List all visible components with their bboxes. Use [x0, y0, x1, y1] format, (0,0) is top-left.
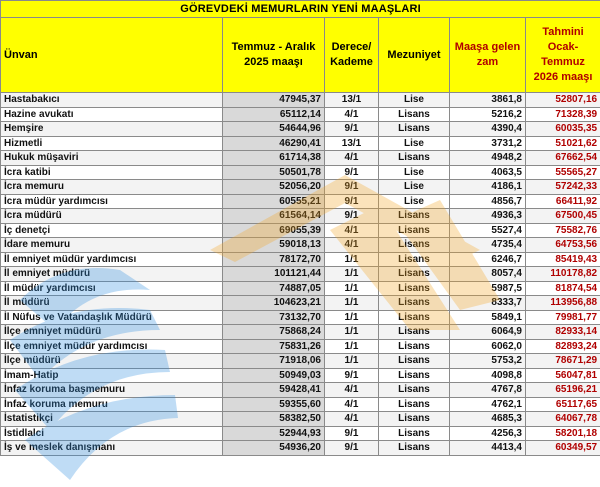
cell-old-salary: 46290,41 — [223, 136, 325, 151]
table-row — [1, 151, 600, 166]
cell-new-salary: 67500,45 — [526, 209, 600, 224]
cell-grade: 4/1 — [325, 107, 379, 122]
cell-new-salary: 82893,24 — [526, 339, 600, 354]
cell-increase: 4948,2 — [450, 151, 526, 166]
cell-education: Lisans — [379, 252, 450, 267]
cell-unvan: İnfaz koruma memuru — [1, 397, 223, 412]
cell-increase: 3731,2 — [450, 136, 526, 151]
table-row — [1, 325, 600, 340]
cell-grade: 1/1 — [325, 339, 379, 354]
cell-unvan: Hemşire — [1, 122, 223, 137]
cell-grade: 9/1 — [325, 165, 379, 180]
cell-unvan: İlçe emniyet müdürü — [1, 325, 223, 340]
cell-grade: 1/1 — [325, 252, 379, 267]
cell-grade: 1/1 — [325, 267, 379, 282]
cell-grade: 4/1 — [325, 383, 379, 398]
table-row — [1, 383, 600, 398]
cell-new-salary: 51021,62 — [526, 136, 600, 151]
cell-old-salary: 50501,78 — [223, 165, 325, 180]
cell-grade: 9/1 — [325, 180, 379, 195]
cell-education: Lisans — [379, 209, 450, 224]
cell-grade: 9/1 — [325, 426, 379, 441]
cell-increase: 4063,5 — [450, 165, 526, 180]
cell-unvan: İcra müdürü — [1, 209, 223, 224]
cell-old-salary: 52944,93 — [223, 426, 325, 441]
cell-new-salary: 78671,29 — [526, 354, 600, 369]
cell-unvan: İl müdürü — [1, 296, 223, 311]
cell-old-salary: 75868,24 — [223, 325, 325, 340]
header-row — [1, 18, 600, 93]
cell-education: Lise — [379, 180, 450, 195]
cell-education: Lisans — [379, 368, 450, 383]
cell-education: Lisans — [379, 281, 450, 296]
table-row — [1, 296, 600, 311]
cell-unvan: Hizmetli — [1, 136, 223, 151]
cell-increase: 4936,3 — [450, 209, 526, 224]
cell-increase: 4186,1 — [450, 180, 526, 195]
cell-old-salary: 61714,38 — [223, 151, 325, 166]
cell-increase: 4413,4 — [450, 441, 526, 456]
cell-unvan: Hukuk müşaviri — [1, 151, 223, 166]
header-old-salary: Temmuz - Aralık 2025 maaşı — [223, 18, 325, 93]
cell-education: Lisans — [379, 441, 450, 456]
cell-grade: 1/1 — [325, 354, 379, 369]
cell-education: Lisans — [379, 325, 450, 340]
cell-increase: 5753,2 — [450, 354, 526, 369]
table-row — [1, 267, 600, 282]
table-row — [1, 238, 600, 253]
cell-grade: 4/1 — [325, 223, 379, 238]
table-title: GÖREVDEKİ MEMURLARIN YENİ MAAŞLARI — [1, 1, 600, 18]
cell-increase: 8057,4 — [450, 267, 526, 282]
header-grade: Derece/ Kademe — [325, 18, 379, 93]
cell-increase: 4762,1 — [450, 397, 526, 412]
cell-new-salary: 67662,54 — [526, 151, 600, 166]
cell-education: Lise — [379, 93, 450, 108]
cell-grade: 9/1 — [325, 368, 379, 383]
cell-education: Lisans — [379, 397, 450, 412]
cell-grade: 4/1 — [325, 238, 379, 253]
cell-grade: 13/1 — [325, 136, 379, 151]
table-row — [1, 136, 600, 151]
cell-grade: 1/1 — [325, 310, 379, 325]
table-row — [1, 281, 600, 296]
cell-new-salary: 58201,18 — [526, 426, 600, 441]
cell-old-salary: 65112,14 — [223, 107, 325, 122]
cell-old-salary: 61564,14 — [223, 209, 325, 224]
cell-grade: 9/1 — [325, 209, 379, 224]
title-row — [1, 1, 600, 18]
table-row — [1, 107, 600, 122]
cell-unvan: Hazine avukatı — [1, 107, 223, 122]
cell-education: Lise — [379, 136, 450, 151]
cell-education: Lisans — [379, 267, 450, 282]
cell-new-salary: 75582,76 — [526, 223, 600, 238]
cell-old-salary: 73132,70 — [223, 310, 325, 325]
cell-new-salary: 66411,92 — [526, 194, 600, 209]
cell-education: Lisans — [379, 412, 450, 427]
cell-increase: 4256,3 — [450, 426, 526, 441]
cell-increase: 4098,8 — [450, 368, 526, 383]
table-row — [1, 194, 600, 209]
cell-education: Lise — [379, 194, 450, 209]
cell-grade: 4/1 — [325, 397, 379, 412]
cell-unvan: İl emniyet müdürü — [1, 267, 223, 282]
table-row — [1, 209, 600, 224]
cell-increase: 4735,4 — [450, 238, 526, 253]
table-row — [1, 412, 600, 427]
cell-new-salary: 81874,54 — [526, 281, 600, 296]
cell-old-salary: 71918,06 — [223, 354, 325, 369]
cell-new-salary: 57242,33 — [526, 180, 600, 195]
cell-old-salary: 52056,20 — [223, 180, 325, 195]
cell-education: Lisans — [379, 238, 450, 253]
cell-education: Lisans — [379, 339, 450, 354]
cell-new-salary: 110178,82 — [526, 267, 600, 282]
cell-education: Lisans — [379, 107, 450, 122]
cell-grade: 1/1 — [325, 281, 379, 296]
cell-grade: 13/1 — [325, 93, 379, 108]
table-row — [1, 354, 600, 369]
header-unvan: Ünvan — [1, 18, 223, 93]
cell-new-salary: 82933,14 — [526, 325, 600, 340]
cell-increase: 5216,2 — [450, 107, 526, 122]
cell-old-salary: 54936,20 — [223, 441, 325, 456]
cell-unvan: İcra memuru — [1, 180, 223, 195]
cell-unvan: İş ve meslek danışmanı — [1, 441, 223, 456]
cell-new-salary: 60035,35 — [526, 122, 600, 137]
cell-unvan: İl emniyet müdür yardımcısı — [1, 252, 223, 267]
cell-increase: 4767,8 — [450, 383, 526, 398]
cell-old-salary: 58382,50 — [223, 412, 325, 427]
cell-unvan: İcra katibi — [1, 165, 223, 180]
cell-new-salary: 79981,77 — [526, 310, 600, 325]
cell-increase: 5987,5 — [450, 281, 526, 296]
cell-unvan: İnfaz koruma başmemuru — [1, 383, 223, 398]
cell-education: Lise — [379, 165, 450, 180]
table-row — [1, 122, 600, 137]
cell-new-salary: 71328,39 — [526, 107, 600, 122]
cell-new-salary: 60349,57 — [526, 441, 600, 456]
cell-old-salary: 69055,39 — [223, 223, 325, 238]
table-row — [1, 165, 600, 180]
cell-grade: 9/1 — [325, 194, 379, 209]
cell-unvan: İlçe müdürü — [1, 354, 223, 369]
cell-unvan: Hastabakıcı — [1, 93, 223, 108]
cell-old-salary: 75831,26 — [223, 339, 325, 354]
table-row — [1, 252, 600, 267]
cell-grade: 4/1 — [325, 412, 379, 427]
table-row — [1, 223, 600, 238]
cell-education: Lisans — [379, 426, 450, 441]
table-body — [1, 93, 600, 456]
cell-new-salary: 113956,88 — [526, 296, 600, 311]
cell-education: Lisans — [379, 223, 450, 238]
cell-education: Lisans — [379, 122, 450, 137]
cell-new-salary: 65196,21 — [526, 383, 600, 398]
table-row — [1, 441, 600, 456]
table-row — [1, 368, 600, 383]
cell-increase: 6064,9 — [450, 325, 526, 340]
cell-education: Lisans — [379, 310, 450, 325]
cell-old-salary: 104623,21 — [223, 296, 325, 311]
cell-education: Lisans — [379, 296, 450, 311]
cell-old-salary: 59428,41 — [223, 383, 325, 398]
cell-unvan: İç denetçi — [1, 223, 223, 238]
cell-new-salary: 64067,78 — [526, 412, 600, 427]
table-row — [1, 310, 600, 325]
cell-unvan: İl müdür yardımcısı — [1, 281, 223, 296]
table-row — [1, 339, 600, 354]
cell-unvan: İlçe emniyet müdür yardımcısı — [1, 339, 223, 354]
cell-old-salary: 60555,21 — [223, 194, 325, 209]
cell-increase: 8333,7 — [450, 296, 526, 311]
cell-unvan: İcra müdür yardımcısı — [1, 194, 223, 209]
cell-grade: 4/1 — [325, 151, 379, 166]
cell-new-salary: 52807,16 — [526, 93, 600, 108]
cell-unvan: İdare memuru — [1, 238, 223, 253]
table-row — [1, 93, 600, 108]
cell-increase: 4856,7 — [450, 194, 526, 209]
header-education: Mezuniyet — [379, 18, 450, 93]
cell-unvan: İstatistikçi — [1, 412, 223, 427]
cell-grade: 1/1 — [325, 296, 379, 311]
cell-old-salary: 78172,70 — [223, 252, 325, 267]
cell-education: Lisans — [379, 354, 450, 369]
cell-old-salary: 101121,44 — [223, 267, 325, 282]
cell-old-salary: 54644,96 — [223, 122, 325, 137]
cell-grade: 1/1 — [325, 325, 379, 340]
cell-old-salary: 47945,37 — [223, 93, 325, 108]
cell-increase: 6246,7 — [450, 252, 526, 267]
header-new-salary: Tahmini Ocak-Temmuz 2026 maaşı — [526, 18, 600, 93]
cell-increase: 4685,3 — [450, 412, 526, 427]
cell-old-salary: 59018,13 — [223, 238, 325, 253]
table-row — [1, 180, 600, 195]
cell-old-salary: 74887,05 — [223, 281, 325, 296]
cell-old-salary: 50949,03 — [223, 368, 325, 383]
cell-new-salary: 85419,43 — [526, 252, 600, 267]
cell-new-salary: 65117,65 — [526, 397, 600, 412]
cell-unvan: İstidlalci — [1, 426, 223, 441]
cell-increase: 4390,4 — [450, 122, 526, 137]
table-row — [1, 397, 600, 412]
header-increase: Maaşa gelen zam — [450, 18, 526, 93]
cell-old-salary: 59355,60 — [223, 397, 325, 412]
cell-unvan: İl Nüfus ve Vatandaşlık Müdürü — [1, 310, 223, 325]
cell-grade: 9/1 — [325, 441, 379, 456]
cell-increase: 5527,4 — [450, 223, 526, 238]
cell-education: Lisans — [379, 383, 450, 398]
cell-increase: 6062,0 — [450, 339, 526, 354]
cell-education: Lisans — [379, 151, 450, 166]
cell-increase: 3861,8 — [450, 93, 526, 108]
cell-new-salary: 64753,56 — [526, 238, 600, 253]
cell-unvan: İmam-Hatip — [1, 368, 223, 383]
table-row — [1, 426, 600, 441]
cell-increase: 5849,1 — [450, 310, 526, 325]
cell-grade: 9/1 — [325, 122, 379, 137]
cell-new-salary: 55565,27 — [526, 165, 600, 180]
cell-new-salary: 56047,81 — [526, 368, 600, 383]
